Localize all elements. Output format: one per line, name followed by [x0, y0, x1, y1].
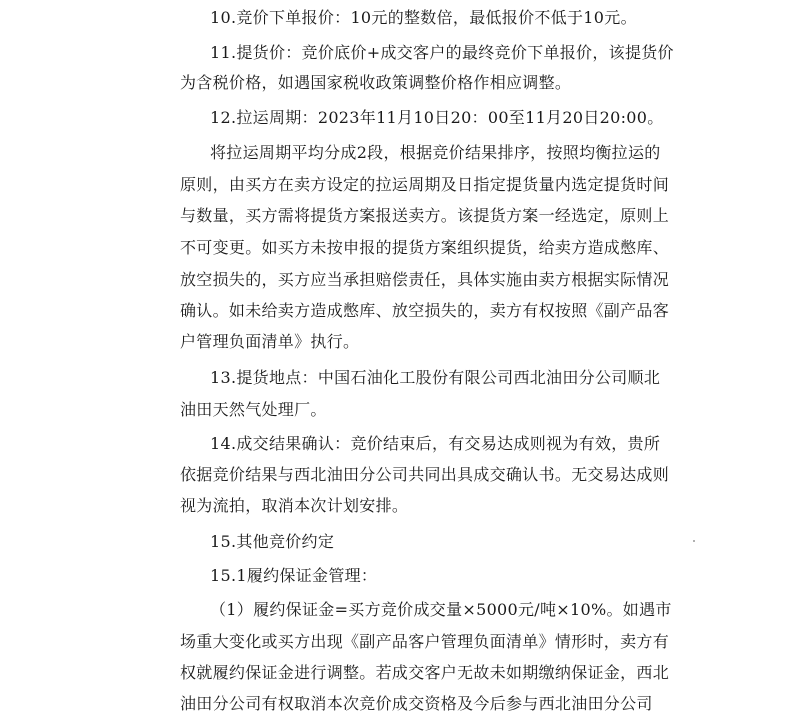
clause-14-line-3: 视为流拍，取消本次计划安排。 [180, 496, 409, 515]
clause-13-line-1: 13.提货地点：中国石油化工股份有限公司西北油田分公司顺北 [210, 368, 661, 387]
clause-15-1-heading: 15.1履约保证金管理： [210, 566, 378, 585]
clause-15-heading: 15.其他竞价约定 [210, 532, 335, 551]
clause-12-para-line-3: 与数量，买方需将提货方案报送卖方。该提货方案一经选定，原则上 [180, 206, 670, 225]
clause-12-para-line-5: 放空损失的，买方应当承担赔偿责任，具体实施由卖方根据实际情况 [180, 270, 670, 289]
clause-12-para-line-6: 确认。如未给卖方造成憋库、放空损失的，卖方有权按照《副产品客 [180, 301, 670, 320]
clause-14-line-2: 依据竞价结果与西北油田分公司共同出具成交确认书。无交易达成则 [180, 465, 670, 484]
clause-14-line-1: 14.成交结果确认：竞价结束后，有交易达成则视为有效，贵所 [210, 434, 661, 453]
clause-13-line-2: 油田天然气处理厂。 [180, 400, 327, 419]
clause-12-para-line-7: 户管理负面清单》执行。 [180, 332, 360, 351]
clause-10-line: 10.竞价下单报价：10元的整数倍，最低报价不低于10元。 [210, 8, 637, 27]
clause-12-para-line-1: 将拉运周期平均分成2段，根据竞价结果排序，按照均衡拉运的 [210, 143, 661, 162]
clause-12-para-line-2: 原则，由买方在卖方设定的拉运周期及日指定提货量内选定提货时间 [180, 175, 670, 194]
clause-11-line-2: 为含税价格，如遇国家税收政策调整价格作相应调整。 [180, 73, 572, 92]
clause-12-line: 12.拉运周期：2023年11月10日20：00至11月20日20:00。 [210, 108, 664, 127]
clause-15-1-item-1-line-1: （1）履约保证金=买方竞价成交量×5000元/吨×10%。如遇市 [210, 600, 672, 619]
scan-speck [693, 540, 695, 542]
clause-15-1-item-1-line-4: 油田分公司有权取消本次竞价成交资格及今后参与西北油田分公司 [180, 694, 653, 713]
clause-11-line-1: 11.提货价：竞价底价+成交客户的最终竞价下单报价，该提货价 [210, 43, 674, 62]
clause-12-para-line-4: 不可变更。如买方未按申报的提货方案组织提货，给卖方造成憋库、 [180, 238, 670, 257]
clause-15-1-item-1-line-2: 场重大变化或买方出现《副产品客户管理负面清单》情形时，卖方有 [180, 632, 670, 651]
clause-15-1-item-1-line-3: 权就履约保证金进行调整。若成交客户无故未如期缴纳保证金，西北 [180, 663, 670, 682]
